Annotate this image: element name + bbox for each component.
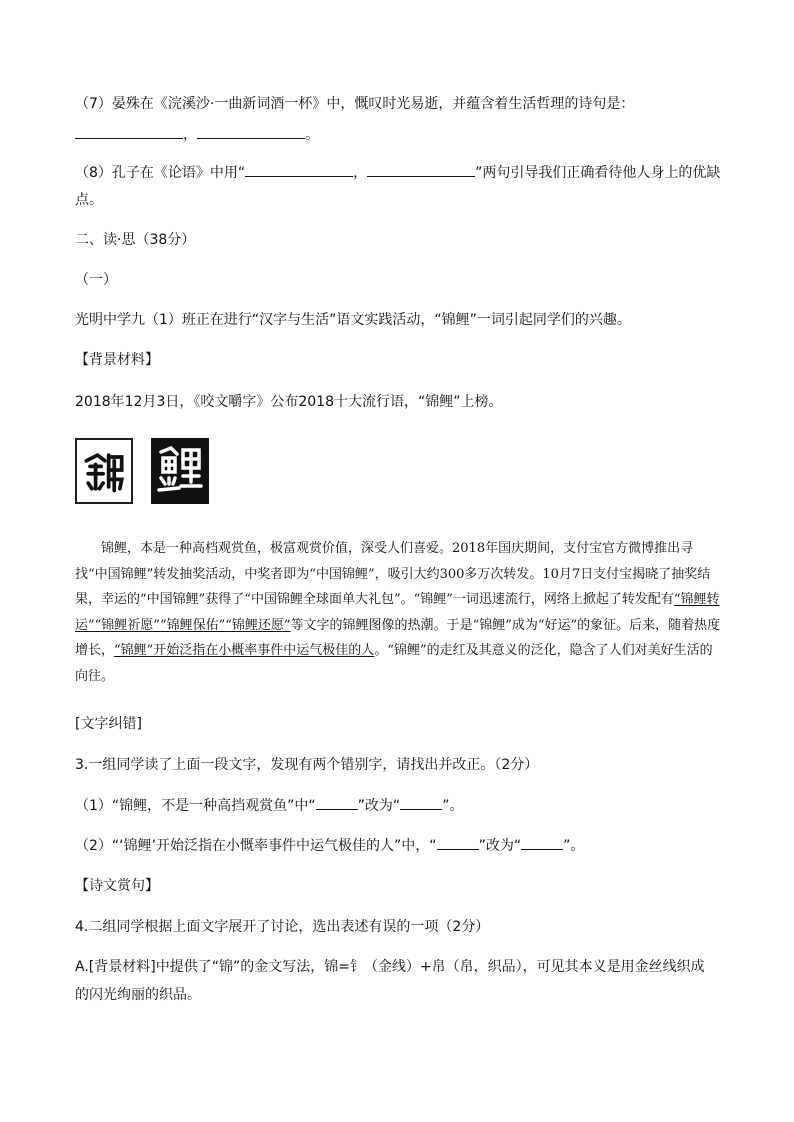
passage-line-5a: 是“锦鲤”成为“好运”的象征。后来，随着热度增长，	[75, 617, 721, 658]
question-8	[75, 162, 720, 183]
question-3: 3.一组同学读了上面一段文字，发现有两个错别字，请找出并改正。（2分）	[75, 757, 539, 773]
answer-blank-7-2[interactable]	[197, 124, 305, 139]
passage-underlined-1: “锦鲤转运”“锦鲤祈愿”“锦鲤保佑”“锦鲤还愿”	[75, 592, 720, 633]
question-7-text: （7）晏殊在《浣溪沙·一曲新词酒一杯》中，慨叹时光易逝，并蕴含着生活哲理的诗句是：	[75, 96, 635, 112]
passage	[75, 536, 722, 689]
answer-blank-3-1b[interactable]	[400, 795, 442, 810]
question-3-item-1	[75, 795, 463, 816]
answer-blank-3-2a[interactable]	[437, 835, 479, 850]
passage-underlined-2: “锦鲤”开始泛指在小概率事件中运气极佳的人	[114, 643, 375, 658]
question-4: 4.二组同学根据上面文字展开了讨论，选出表述有误的一项（2分）	[75, 919, 490, 935]
q7-end: 。	[305, 127, 319, 143]
answer-blank-8-2[interactable]	[367, 162, 475, 177]
answer-blank-7-1[interactable]	[75, 124, 183, 139]
background-line: 2018年12月3日，《咬文嚼字》公布2018十大流行语，“锦鲤”上榜。	[75, 394, 503, 410]
question-8-cont	[75, 190, 103, 210]
question-7-answers	[75, 124, 319, 145]
passage-line-2: 寻找“中国锦鲤”转发抽奖活动，中奖者即为“中国锦鲤”，吸引大约300多万次转发。10月7日支付宝	[75, 541, 694, 582]
q3-item1-mid: ”改为“	[357, 798, 401, 814]
q3-item2-prefix: （2）“‘锦鲤’开始泛指在小慨率事件中运气极佳的人”中，“	[75, 838, 437, 854]
passage-line-6: “锦鲤”的走红及其意义的泛化，隐含了人们对美好生活的向往。	[75, 643, 713, 684]
q7-comma: ，	[183, 127, 197, 143]
answer-blank-8-1[interactable]	[245, 162, 353, 177]
q3-item1-end: ”。	[442, 798, 464, 814]
q3-item1-prefix: （1）“锦鲤，不是一种高挡观赏鱼”中“	[75, 798, 316, 814]
q3-item2-mid: ”改为“	[478, 838, 522, 854]
q3-item2-end: ”。	[563, 838, 585, 854]
passage-line-5c: 。	[374, 643, 388, 658]
jin-seal-script-icon	[75, 438, 133, 504]
option-a-line-2: 的闪光绚丽的织品。	[75, 987, 201, 1003]
part-label: （一）	[75, 272, 117, 288]
q8-suffix: ”两句引导我们正确看待他人身上的优缺	[475, 165, 721, 181]
appreciation-heading: 【诗文赏句】	[75, 878, 159, 894]
option-a-line-1: A.[背景材料]中提供了“锦”的金文写法，锦=钅（金线）+帛（帛，织品），可见其本义是用金丝线织成	[75, 959, 705, 975]
q8-cont: 点。	[75, 192, 103, 208]
answer-blank-3-2b[interactable]	[521, 835, 563, 850]
passage-line-4d: 。于	[433, 617, 460, 633]
passage-line-3: 揭晓了抽奖结果，幸运的“中国锦鲤”获得了“中国锦鲤全球面单大礼包”。“锦鲤”一词迅速流行，网	[75, 566, 711, 607]
passage-line-1: 锦鲤，本是一种高档观赏鱼，极富观赏价值，深受人们喜爱。2018年国庆期间，支付宝官方微博推出	[101, 541, 681, 556]
q8-comma: ，	[353, 165, 368, 181]
option-a[interactable]	[75, 957, 705, 977]
option-a-cont	[75, 985, 201, 1005]
passage-line-4c: 等文字的锦鲤图像的热潮	[290, 617, 434, 633]
q8-prefix: （8）孔子在《论语》中用“	[75, 165, 246, 181]
li-seal-script-icon	[151, 438, 209, 504]
background-heading: 【背景材料】	[75, 352, 159, 368]
section-title: 二、读·思（38分）	[75, 232, 196, 248]
question-3-item-2	[75, 835, 584, 856]
passage-line-4a: 络上掀起了转发配有	[556, 592, 674, 607]
correction-heading: [文字纠错]	[75, 716, 142, 732]
intro-text: 光明中学九（1）班正在进行“汉字与生活”语文实践活动，“锦鲤”一词引起同学们的兴趣。	[75, 312, 631, 328]
question-7	[75, 94, 634, 114]
answer-blank-3-1a[interactable]	[316, 795, 358, 810]
